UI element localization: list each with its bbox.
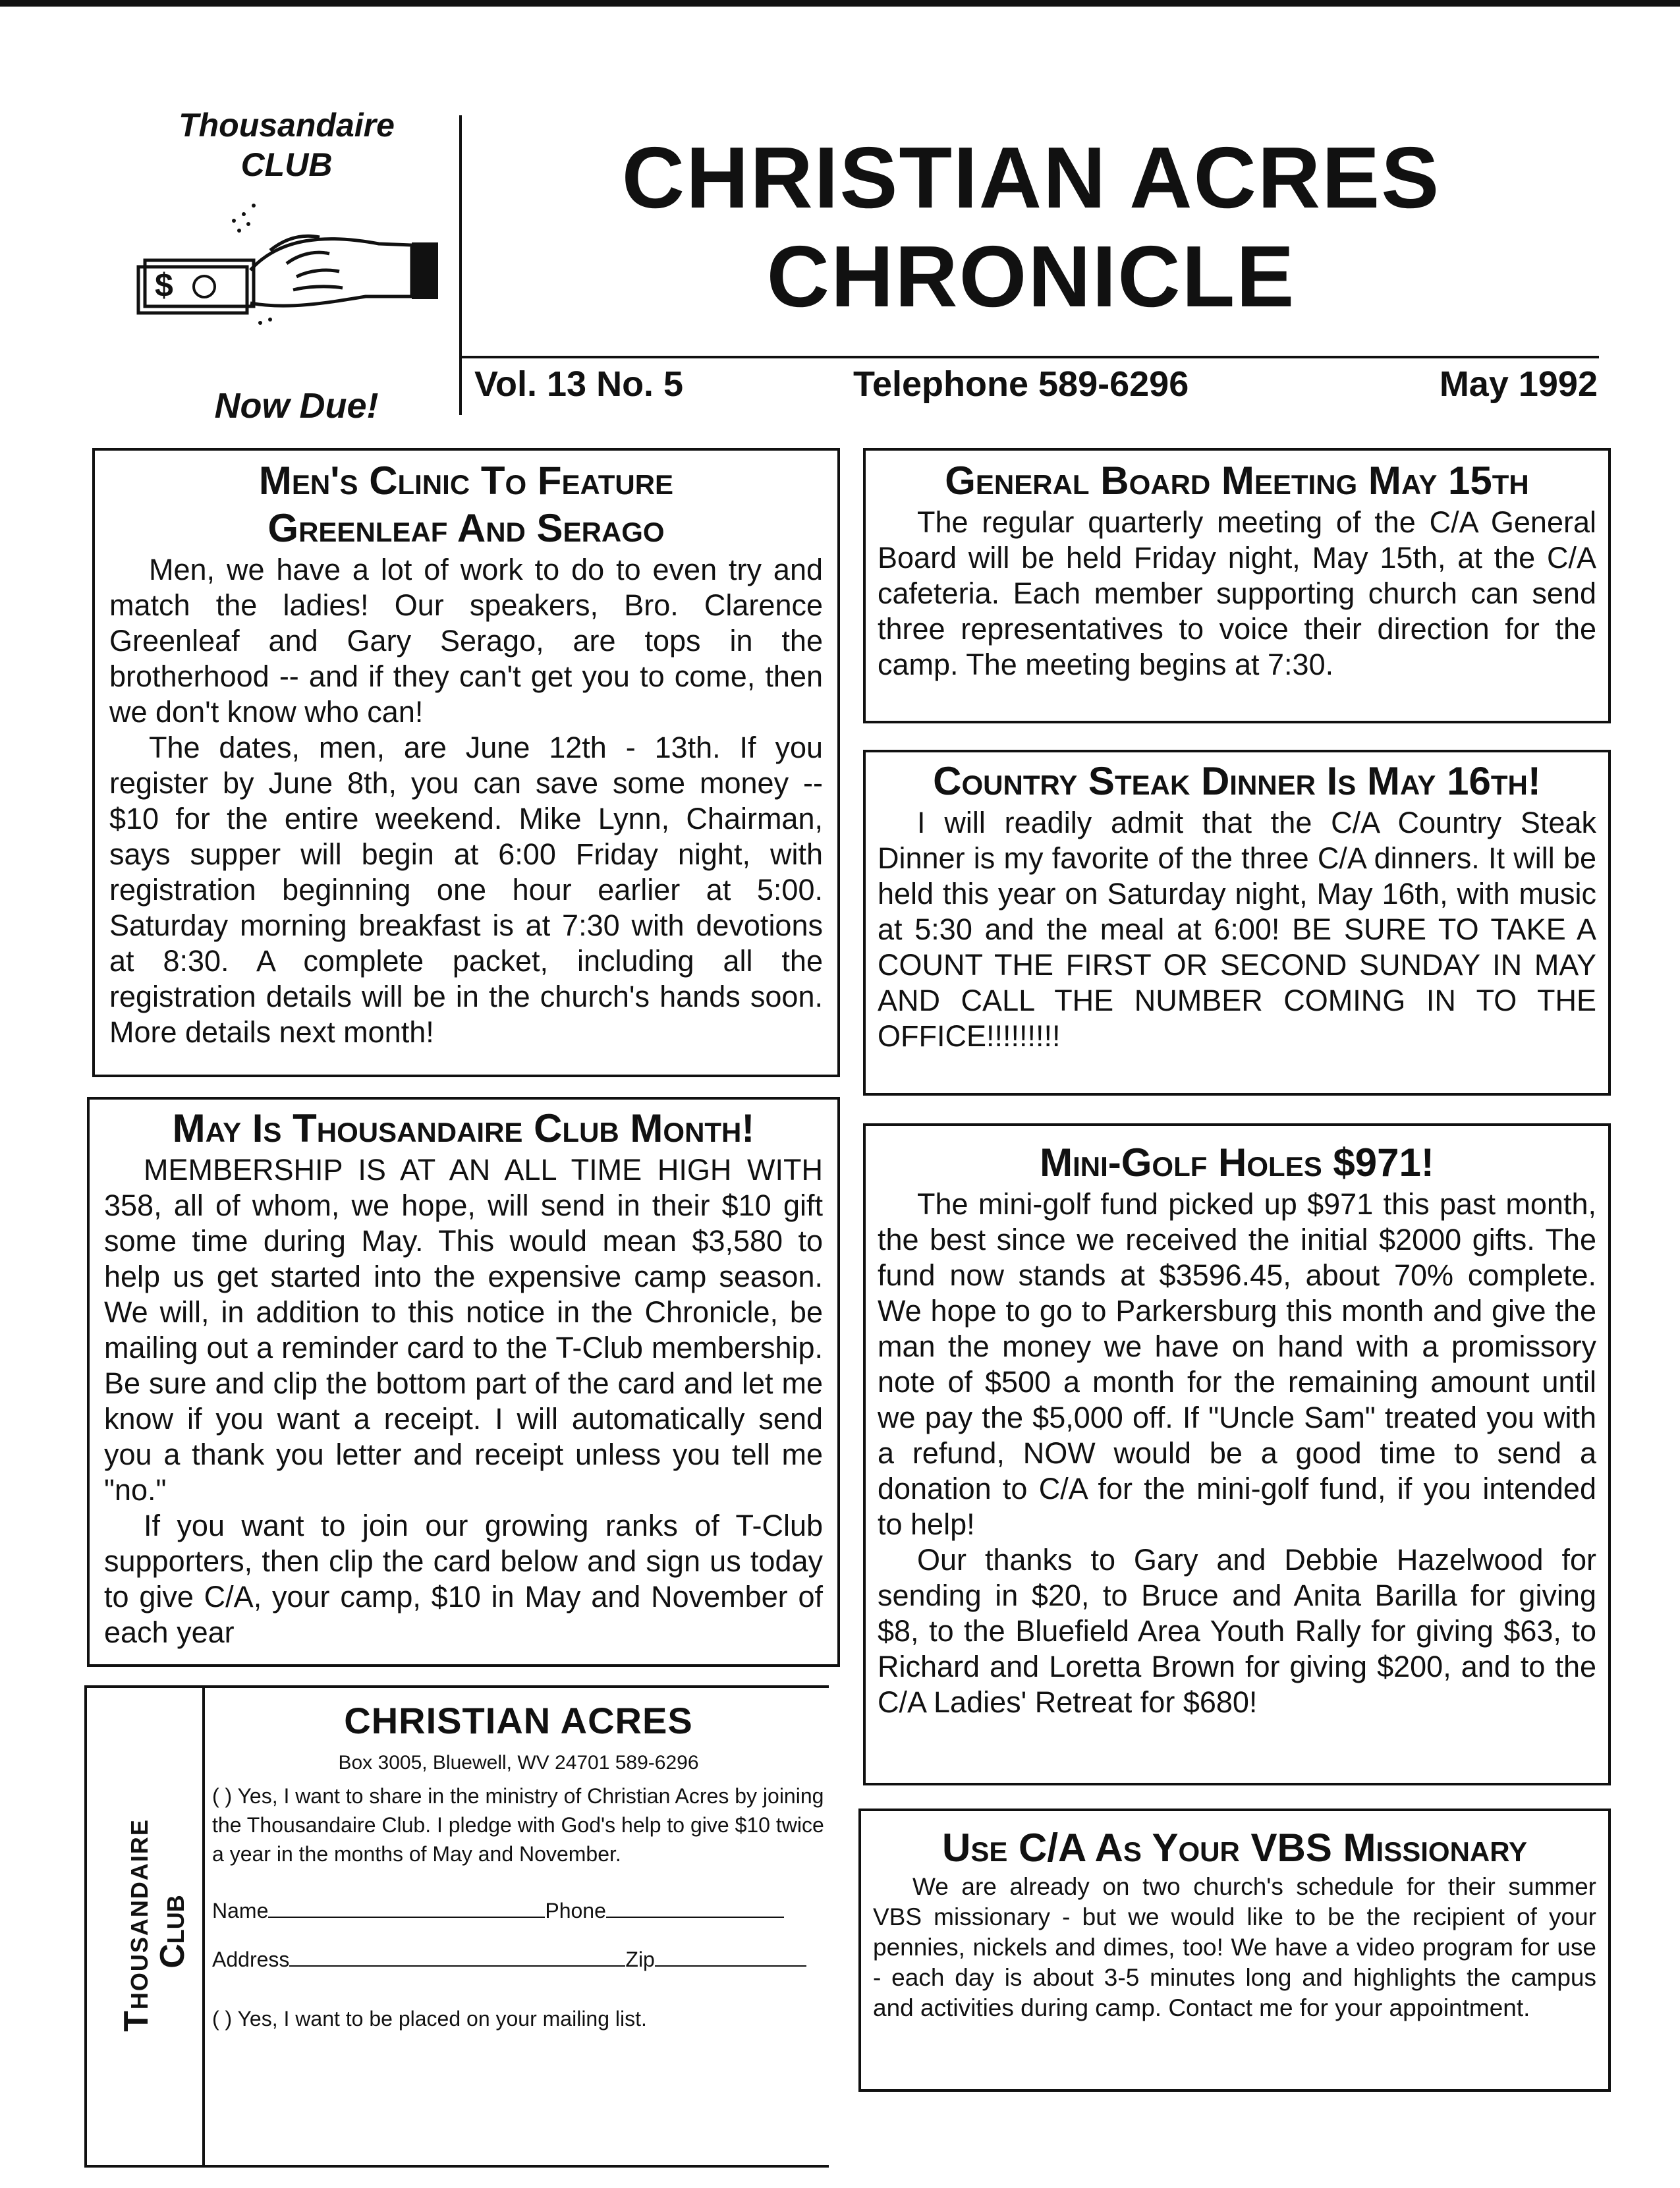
article-headline: Country Steak Dinner Is May 16th! [933,759,1541,803]
club-promo-title: Thousandaire CLUB [179,107,395,183]
article-mens-clinic [92,448,840,1077]
zip-field[interactable] [655,1946,806,1967]
coupon-side-word: Club [154,1895,192,1969]
phone-field[interactable] [606,1897,784,1918]
name-label: Name [212,1899,269,1922]
article-paragraph: I will readily admit that the C/A Country Steak Dinner is my favorite of the three C/A dinners. It will be held this year on Saturday night, May 16th, with music at 5:30 and the meal at 6:00! BE SURE TO TAKE A COUNT THE FIRST OR SECOND SUNDAY IN MAY AND CALL THE NUMBER COMING IN TO THE OFFICE!!!!!!!!! [878,806,1596,1053]
hand-holding-money-icon [128,198,445,329]
article-paragraph: The mini-golf fund picked up $971 this past month, the best since we received the initial $2000 gifts. The fund now stands at $3596.45, about 70% complete. We hope to go to Parkersburg this month and give the man the money we have on hand with a promissory note of $500 a month for the remaining amount until we pay the $5,000 off. If "Uncle Sam" treated you with a refund, NOW would be a good time to send a donation to C/A for the mini-golf fund, if you intended to help! [878,1187,1596,1541]
article-headline: Mini-Golf Holes $971! [1040,1140,1434,1185]
masthead-horizontal-rule [459,356,1599,358]
coupon-mailing-option[interactable]: ( ) Yes, I want to be placed on your mailing list. [212,2007,647,2031]
issue-date: May 1992 [1439,364,1598,404]
coupon-organization: CHRISTIAN ACRES [344,1700,693,1741]
coupon-side-word: Thousandaire [117,1818,155,2032]
coupon-address: Box 3005, Bluewell, WV 24701 589-6296 [338,1752,699,1774]
phone-label: Phone [545,1899,606,1922]
address-field[interactable] [289,1946,625,1967]
coupon-side-label [100,1688,199,2168]
coupon-address-zip-line [212,1945,825,1975]
article-headline: Greenleaf And Serago [267,506,665,550]
newsletter-title-line-2: CHRONICLE [766,228,1296,325]
article-headline: May Is Thousandaire Club Month! [172,1106,755,1150]
masthead-info-bar [474,364,1598,410]
article-paragraph: MEMBERSHIP IS AT AN ALL TIME HIGH WITH 358, all of whom, we hope, will send in their $10 gift some time during May. This would mean $3,580 to help us get started into the expensive camp season. We will, in addition to this notice in the Chronicle, be mailing out a reminder card to the T-Club membership. Be sure and clip the bottom part of the card and let me know if you want a receipt. I will automatically send you a thank you letter and receipt unless you tell me "no." [104,1153,823,1507]
article-paragraph: Men, we have a lot of work to do to even try and match the ladies! Our speakers, Bro. Clarence Greenleaf and Gary Serago, are tops in the brotherhood -- and if they can't get you to come, then we don't know who can! [109,553,823,729]
article-paragraph: The dates, men, are June 12th - 13th. If you register by June 8th, you can save some money -- $10 for the entire weekend. Mike Lynn, Chairman, says supper will begin at 6:00 Friday night, with registration beginning one hour earlier at 5:00. Saturday morning breakfast is at 7:30 with devotions at 8:30. A complete packet, including all the registration details will be in the church's hands soon. More details next month! [109,731,823,1049]
telephone: Telephone 589-6296 [853,364,1189,404]
article-general-board [863,448,1611,723]
club-promo-note: Now Due! [214,386,379,426]
newsletter-title-line-1: CHRISTIAN ACRES [621,129,1441,226]
article-paragraph: We are already on two church's schedule for their summer VBS missionary - but we would like to be the recipient of your pennies, nickels and dimes, too! We have a video program for use - each day is about 3-5 minutes long and highlights the campus and activities during camp. Contact me for your appointment. [873,1873,1596,2021]
zip-label: Zip [625,1948,655,1971]
coupon-name-phone-line [212,1896,825,1926]
article-vbs-missionary [858,1809,1611,2092]
svg-text:$: $ [155,267,173,304]
article-paragraph: The regular quarterly meeting of the C/A General Board will be held Friday night, May 15th, at the C/A cafeteria. Each member supporting church can send three representatives to voice their direction for the camp. The meeting begins at 7:30. [878,505,1596,681]
article-headline: Men's Clinic To Feature [258,459,674,503]
article-paragraph: If you want to join our growing ranks of T-Club supporters, then clip the card below and sign us today to give C/A, your camp, $10 in May and November of each year [104,1509,823,1649]
newsletter-title [464,128,1598,326]
masthead-vertical-rule [459,115,462,415]
article-headline: Use C/A As Your VBS Missionary [941,1826,1528,1870]
membership-coupon [84,1685,829,2168]
article-steak-dinner [863,750,1611,1096]
article-paragraph: Our thanks to Gary and Debbie Hazelwood for sending in $20, to Bruce and Anita Barilla for giving $8, to the Bluefield Area Youth Rally for giving $63, to Richard and Loretta Brown for giving $200, and to the C/A Ladies' Retreat for $680! [878,1543,1596,1719]
coupon-pledge: ( ) Yes, I want to share in the ministry of Christian Acres by joining the Thousandaire Club. I pledge with God's help to give $10 twice a year in the months of May and November. [212,1784,824,1866]
article-thousandaire-club [87,1097,840,1667]
top-rule [0,0,1680,7]
name-field[interactable] [268,1897,545,1918]
article-mini-golf [863,1123,1611,1785]
address-label: Address [212,1948,290,1971]
article-headline: General Board Meeting May 15th [945,459,1529,503]
coupon-divider [202,1688,205,2168]
volume-number: Vol. 13 No. 5 [474,364,684,404]
coupon-body [212,1695,825,2034]
